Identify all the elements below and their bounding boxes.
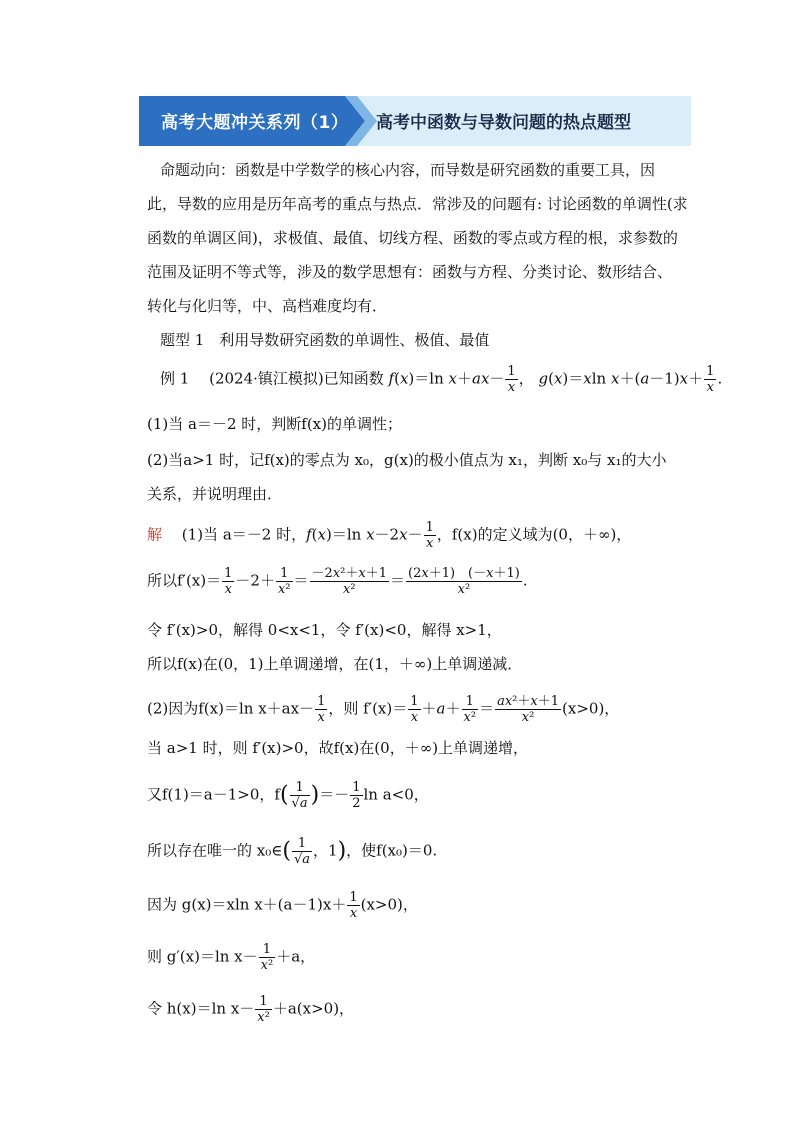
solution-line-9: 因为 g(x)＝xln x＋(a－1)x＋ $\frac{1}{x}$ (x>0)， [147, 890, 418, 921]
question-type-heading: 题型 1 利用导数研究函数的单调性、极值、最值 [160, 331, 490, 349]
solution-line-11: 令 h(x)＝ln x－ $\frac{1}{\text{x²}}$ ＋a(x>0)， [147, 994, 355, 1025]
example-source: (2024·镇江模拟)已知函数 [209, 369, 384, 388]
example-1: 例 1 (2024·镇江模拟)已知函数 f(x)＝ln x＋ax－ $\frac{1}{x}$ ， g(x)＝xln x＋(a－1)x＋ $\frac{1}{x}$ . [160, 364, 723, 395]
example-label: 例 1 [160, 369, 190, 388]
solution-label: 解 [147, 525, 163, 544]
solution-line-3: 令 f′(x)>0，解得 0<x<1，令 f′(x)<0，解得 x>1， [147, 621, 502, 639]
intro-line-4: 范围及证明不等式等，涉及的数学思想有：函数与方程、分类讨论、数形结合、 [147, 263, 673, 281]
intro-line-3: 函数的单调区间)，求极值、最值、切线方程、函数的零点或方程的根，求参数的 [147, 229, 678, 247]
intro-line-1: 命题动向：函数是中学数学的核心内容，而导数是研究函数的重要工具，因 [160, 161, 656, 179]
solution-line-8: 所以存在唯一的 x₀∈( $\frac{1}{√a}$ ，1)，使f(x₀)＝0. [147, 836, 438, 867]
banner-topic: 高考中函数与导数问题的热点题型 [376, 113, 631, 133]
intro-line-5: 转化与化归等，中、高档难度均有． [147, 297, 388, 315]
solution-line-1: 解 (1)当 a＝－2 时，f(x)＝ln x－2x－ $\frac{1}{x}$ ，f(x)的定义域为(0，＋∞)， [147, 520, 632, 551]
solution-line-6: 当 a>1 时，则 f′(x)>0，故f(x)在(0，＋∞)上单调递增， [147, 739, 529, 757]
question-1: (1)当 a＝－2 时，判断f(x)的单调性； [147, 415, 402, 433]
section-banner [139, 96, 691, 146]
solution-line-7: 又f(1)＝a－1>0，f( $\frac{1}{√a}$ )＝－ $\frac{1}{2}$ ln a<0， [147, 780, 429, 811]
solution-line-5: (2)因为f(x)＝ln x＋ax－ $\frac{1}{x}$ ，则 f′(x)＝ $\frac{1}{x}$ ＋a＋ $\frac{1}{\text{x²}}$ ＝ $\frac{\text{ax²＋x＋1}}{\text{x²}}$ (x>0)， [147, 694, 620, 725]
intro-line-2: 此，导数的应用是历年高考的重点与热点．常涉及的问题有: 讨论函数的单调性(求 [147, 195, 688, 213]
solution-line-10: 则 g′(x)＝ln x－ $\frac{1}{\text{x²}}$ ＋a， [147, 942, 316, 973]
solution-line-4: 所以f(x)在(0，1)上单调递增，在(1，＋∞)上单调递减． [147, 655, 523, 673]
question-2b: 关系，并说明理由． [147, 485, 283, 503]
solution-line-2: 所以f′(x)＝ $\frac{1}{x}$ －2＋ $\frac{1}{\text{x²}}$ ＝ $\frac{\text{－2x²＋x＋1}}{\text{x²}}$ ＝ $\frac{(2x+1) (-x+1)}{\text{x²}}$ . [147, 566, 528, 597]
question-2a: (2)当a>1 时，记f(x)的零点为 x₀，g(x)的极小值点为 x₁，判断 x₀与 x₁的大小 [147, 451, 667, 469]
banner-series: 高考大题冲关系列（1） [161, 113, 349, 133]
